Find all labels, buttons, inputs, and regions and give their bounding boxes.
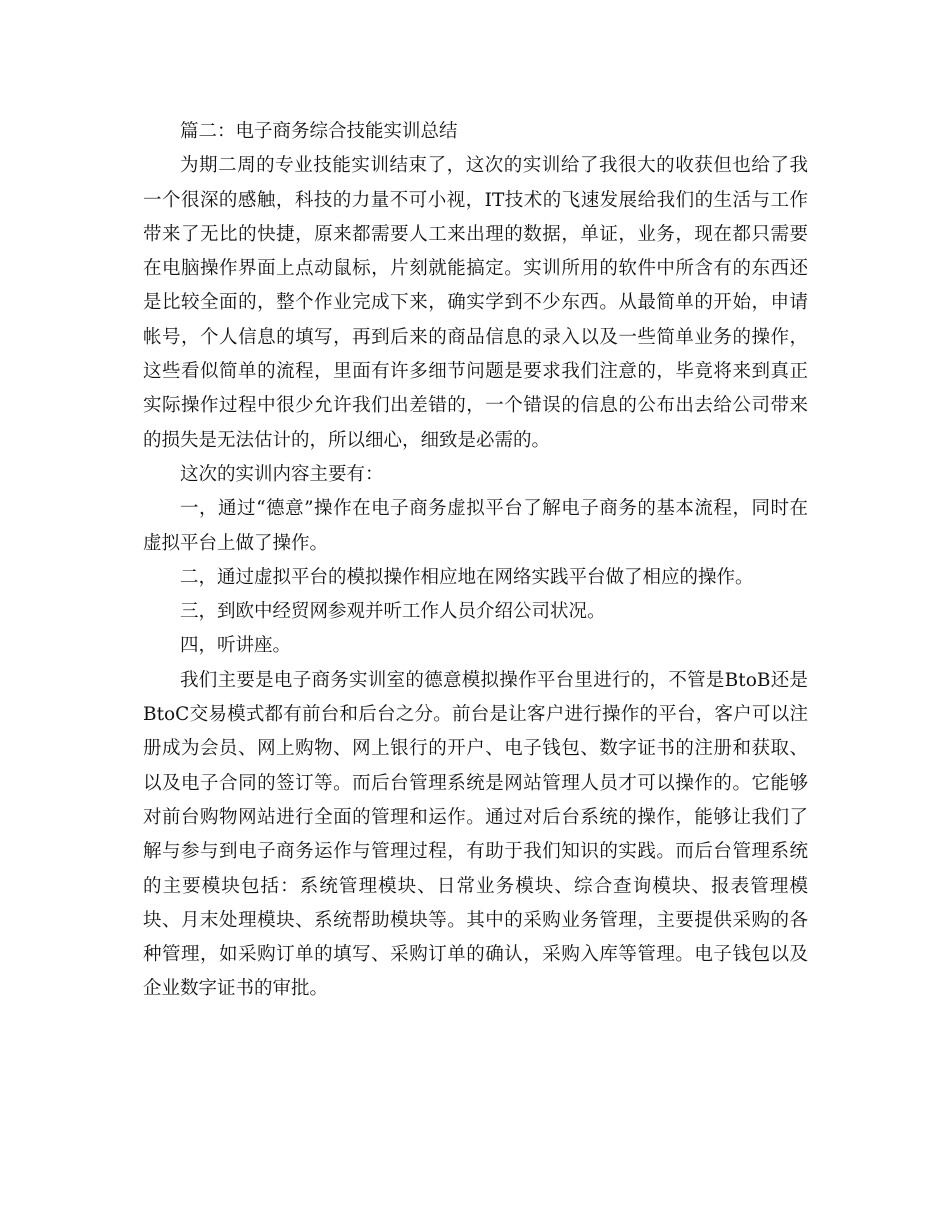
body-paragraph-content-lead: 这次的实训内容主要有： (180, 463, 384, 485)
list-item-one: 一，通过“德意”操作在电子商务虚拟平台了解电子商务的基本流程，同时在虚拟平台上做了操作。 (143, 498, 808, 554)
document-page (143, 115, 808, 1007)
body-paragraph-platform: 我们主要是电子商务实训室的德意模拟操作平台里进行的，不管是BtoB还是BtoC交易模式都有前台和后台之分。前台是让客户进行操作的平台，客户可以注册成为会员、网上购物、网上银行的开户、电子钱包、数字证书的注册和获取、以及电子合同的签订等。而后台管理系统是网站管理人员才可以操作的。它能够对前台购物网站进行全面的管理和运作。通过对后台系统的操作，能够让我们了解与参与到电子商务运作与管理过程，有助于我们知识的实践。而后台管理系统的主要模块包括：系统管理模块、日常业务模块、综合查询模块、报表管理模块、月末处理模块、系统帮助模块等。其中的采购业务管理，主要提供采购的各种管理，如采购订单的填写、采购订单的确认，采购入库等管理。电子钱包以及企业数字证书的审批。 (143, 669, 808, 1000)
list-item-two: 二，通过虚拟平台的模拟操作相应地在网络实践平台做了相应的操作。 (180, 566, 754, 588)
document-heading: 篇二：电子商务综合技能实训总结 (180, 121, 458, 142)
body-paragraph-intro: 为期二周的专业技能实训结束了，这次的实训给了我很大的收获但也给了我一个很深的感触，科技的力量不可小视，IT技术的飞速发展给我们的生活与工作带来了无比的快捷，原来都需要人工来出理的数据，单证，业务，现在都只需要在电脑操作界面上点动鼠标，片刻就能搞定。实训所用的软件中所含有的东西还是比较全面的，整个作业完成下来，确实学到不少东西。从最简单的开始，申请帐号，个人信息的填写，再到后来的商品信息的录入以及一些简单业务的操作，这些看似简单的流程，里面有许多细节问题是要求我们注意的，毕竟将来到真正实际操作过程中很少允许我们出差错的，一个错误的信息的公布出去给公司带来的损失是无法估计的，所以细心，细致是必需的。 (143, 155, 808, 451)
list-item-four: 四，听讲座。 (180, 635, 292, 657)
list-item-three: 三，到欧中经贸网参观并听工作人员介绍公司状况。 (180, 601, 606, 623)
